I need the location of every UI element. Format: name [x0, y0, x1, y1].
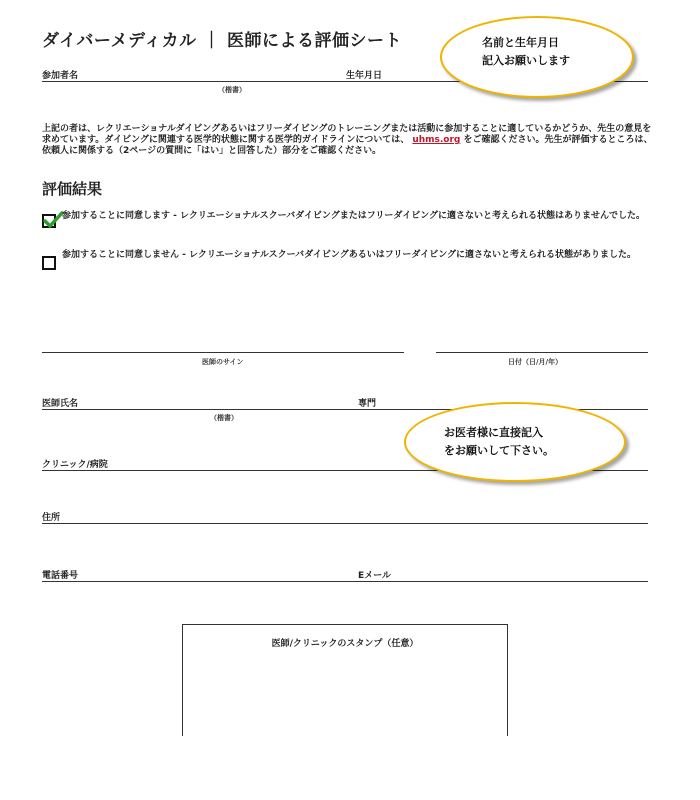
clinic-label: クリニック/病院: [42, 460, 108, 470]
address-label: 住所: [42, 513, 61, 523]
intro-text-before: 上記の者は、レクリエーショナルダイビングあるいはフリーダイビングのトレーニングまたは活動に参加することに適しているかどうか、先生の意見を求めています。ダイビングに関連する医学的状態に関する医学的ガイドラインについては、: [42, 124, 652, 145]
signature-date-caption: 日付（日/月/年）: [508, 358, 563, 366]
disapprove-text: 参加することに同意しません - レクリエーショナルスクーバダイビングあるいはフリーダイビングに適さないと考えられる状態がありました。: [62, 250, 637, 260]
evaluation-title: 評価結果: [42, 180, 103, 198]
participant-note-line1: 名前と生年月日: [482, 36, 559, 49]
signature-caption: 医師のサイン: [202, 358, 244, 366]
physician-note-line2: をお願いして下さい。: [444, 444, 554, 457]
phone-email-line[interactable]: [42, 581, 648, 582]
participant-name-label: 参加者名: [42, 71, 79, 81]
check-icon: [42, 211, 64, 229]
email-label: Eメール: [358, 571, 391, 581]
physician-note-line1: お医者様に直接記入: [444, 426, 543, 439]
stamp-label: 医師/クリニックのスタンプ（任意）: [271, 639, 419, 649]
physician-name-caption: （楷書）: [210, 414, 238, 422]
participant-name-caption: （楷書）: [218, 86, 246, 94]
specialty-label: 専門: [358, 399, 377, 409]
signature-line[interactable]: [42, 352, 404, 353]
address-line[interactable]: [42, 523, 648, 524]
intro-paragraph: [42, 124, 654, 157]
participant-note-line2: 記入お願いします: [482, 54, 570, 67]
uhms-link[interactable]: uhms.org: [412, 135, 461, 145]
intro-text-after: をご確認ください。先生が評価するところは、依頼人に関係する（2ページの質問に「はい」と回答した）部分をご確認ください。: [42, 135, 653, 156]
approve-checkbox[interactable]: [42, 214, 56, 228]
physician-name-label: 医師氏名: [42, 399, 79, 409]
disapprove-checkbox[interactable]: [42, 256, 56, 270]
phone-label: 電話番号: [42, 571, 79, 581]
approve-text: 参加することに同意します - レクリエーショナルスクーバダイビングまたはフリーダイビングに適さないと考えられる状態はありませんでした。: [62, 211, 646, 221]
signature-date-line[interactable]: [436, 352, 648, 353]
page-title: ダイバーメディカル ｜ 医師による評価シート: [42, 31, 402, 51]
participant-dob-label: 生年月日: [346, 71, 383, 81]
